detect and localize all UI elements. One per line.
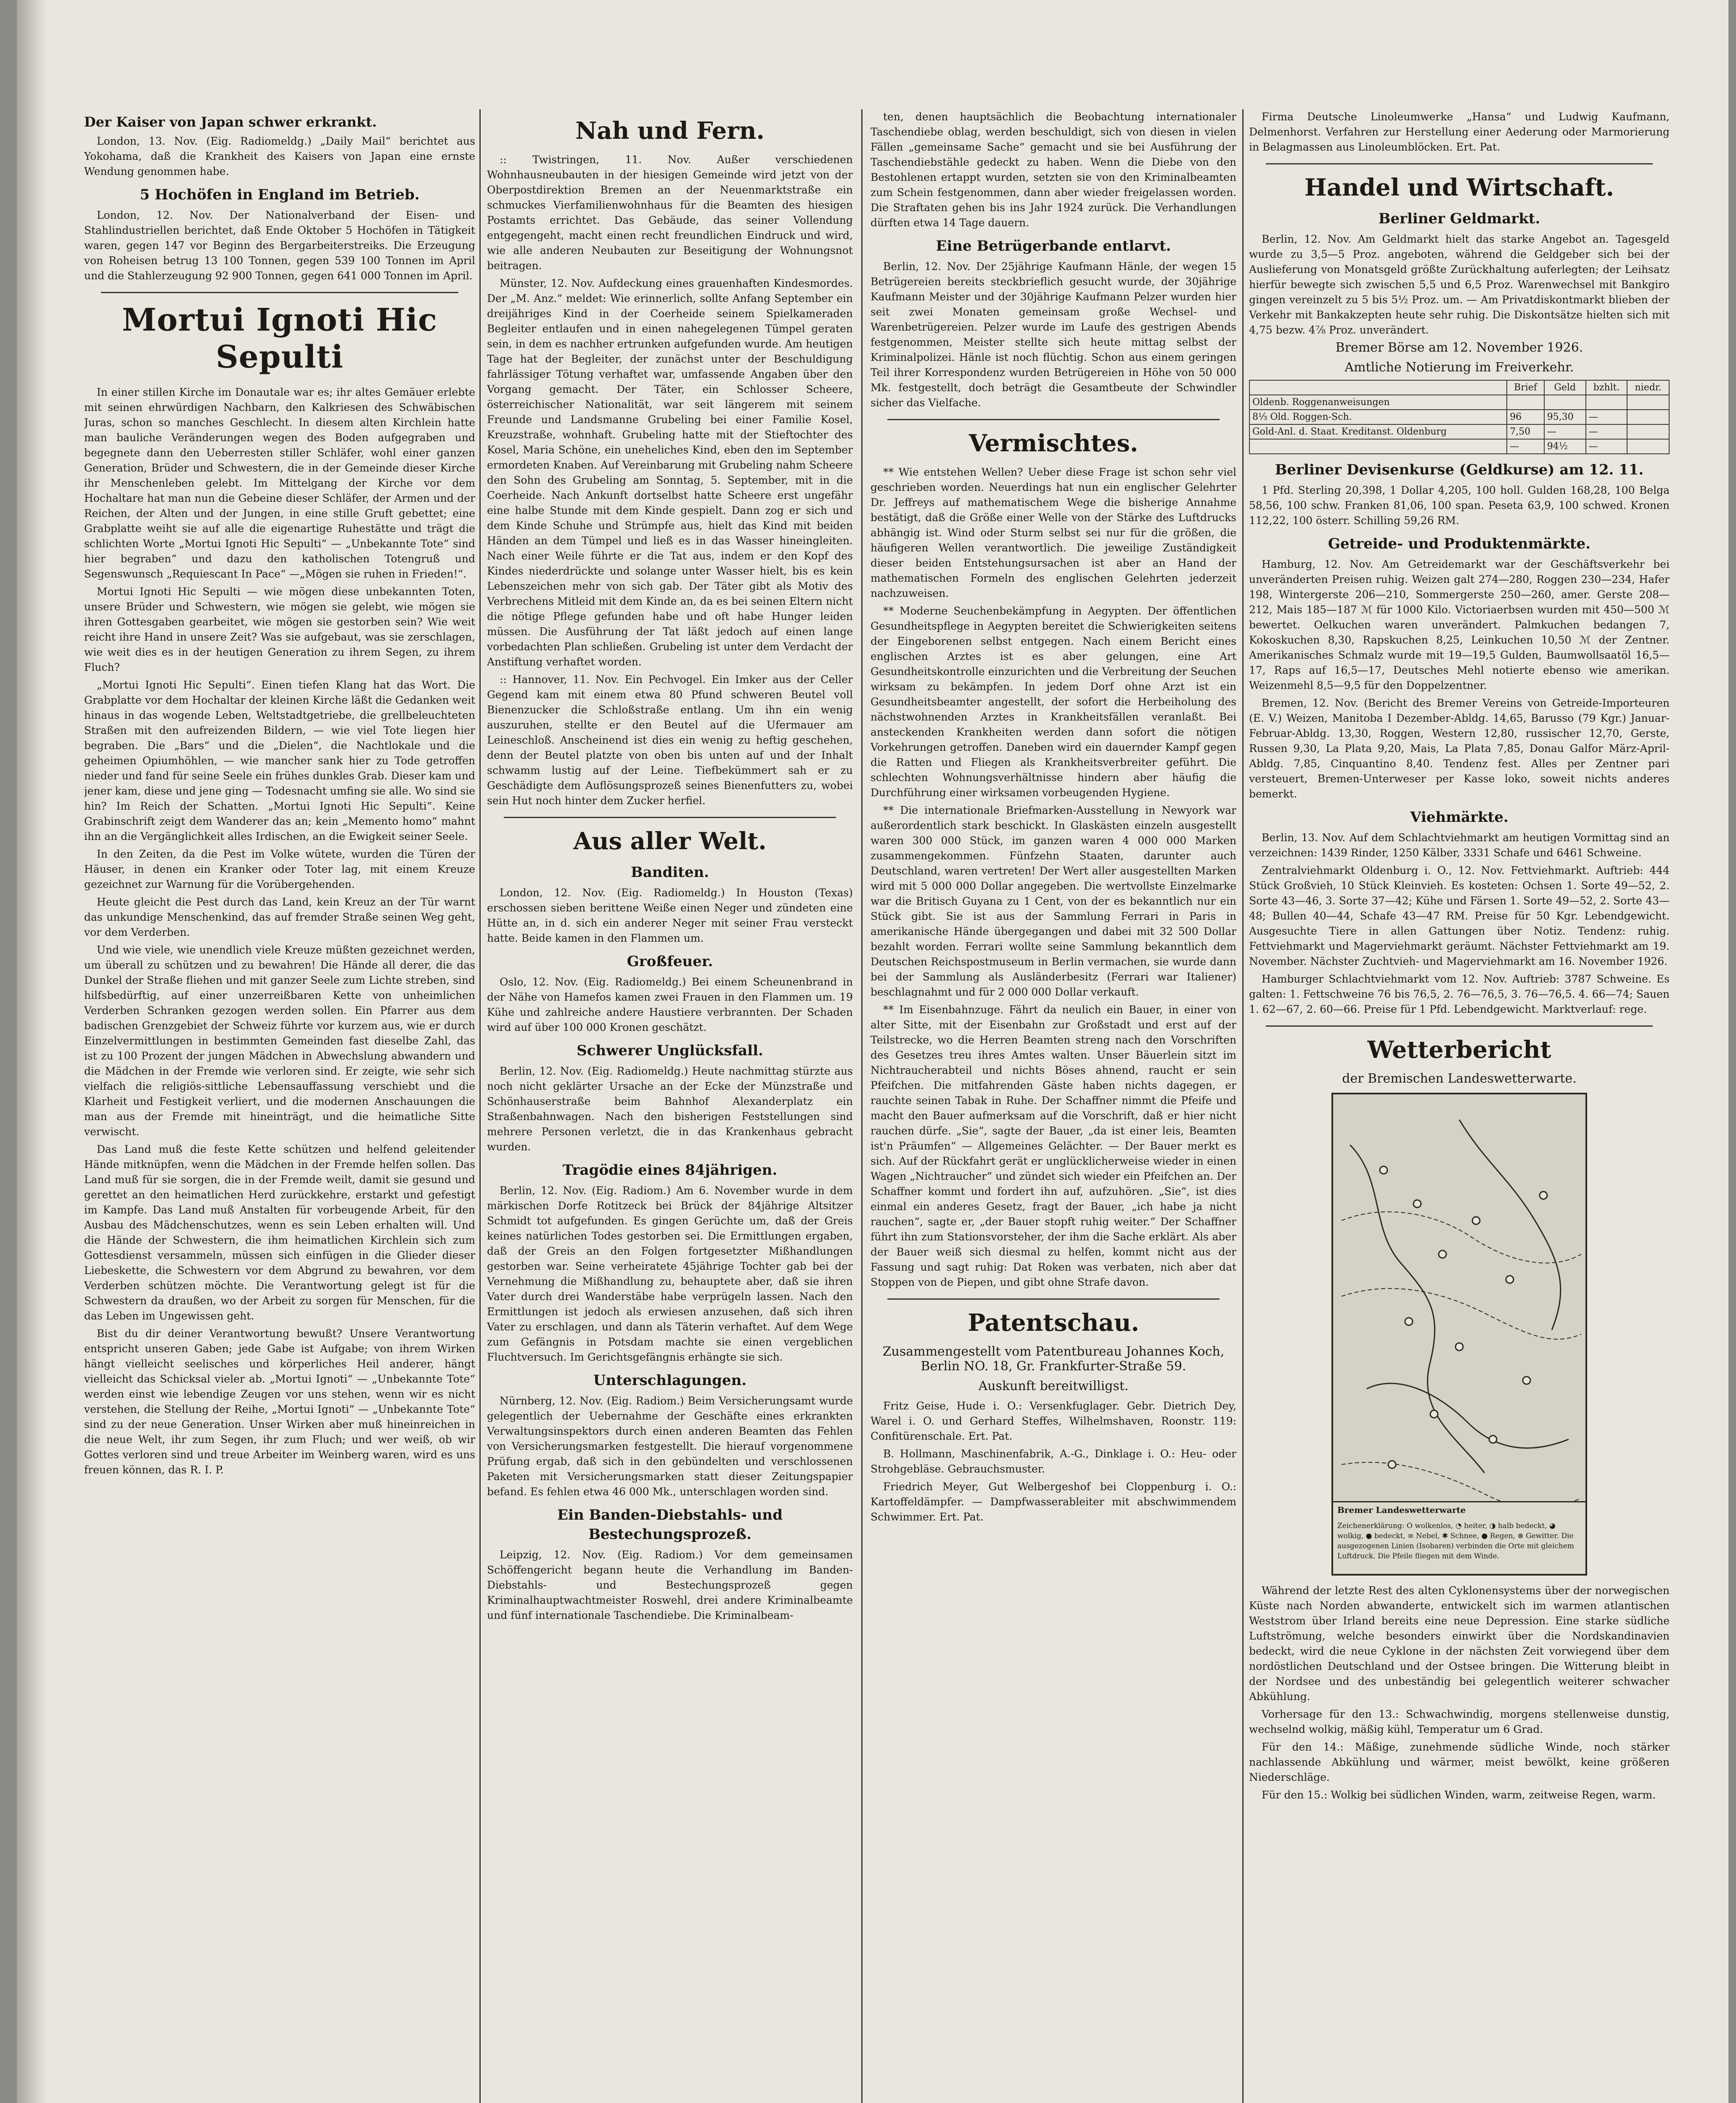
headline: Banditen. xyxy=(630,864,709,881)
headline: Großfeuer. xyxy=(627,953,713,970)
section-title: Handel und Wirtschaft. xyxy=(1304,174,1614,201)
column-rule xyxy=(861,109,863,2103)
rates-cell: 95,30 xyxy=(1544,410,1586,424)
headline: Getreide- und Produktenmärkte. xyxy=(1328,535,1591,552)
rates-cell xyxy=(1627,395,1669,410)
column-4 xyxy=(1249,109,1670,2103)
rates-header-cell: Geld xyxy=(1544,380,1586,395)
section-title: Wetterbericht xyxy=(1367,1036,1551,1064)
paragraph: Berlin, 12. Nov. (Eig. Radiom.) Am 6. November wurde in dem märkischen Dorfe Rotitzeck bei Brück der 84jährige Altsitzer Schmidt tot aufgefunden. Es gingen Gerüchte um, daß der Greis keines natürlichen Todes gestorben sei. Die Ermittlungen ergaben, daß der Greis an den Folgen fortgesetzter Mißhandlungen gestorben war. Seine verheiratete 45jährige Tochter gab bei der Vernehmung die Mißhandlung zu, behauptete aber, daß sie ihren Vater durch drei Wanderstäbe habe verprügeln lassen. Nach den Ermittlungen ist jedoch als erwiesen anzusehen, daß sich ihren Vater zu erschlagen, und dann als Täterin verhaftet. Auf dem Wege zum Gefängnis in Potsdam machte sie einen vergeblichen Fluchtversuch. Im Gerichtsgefängnis erhängte sie sich. xyxy=(487,1184,853,1363)
rates-cell: 96 xyxy=(1507,410,1544,424)
paragraph: London, 12. Nov. Der Nationalverband der Eisen- und Stahlindustriellen berichtet, daß Ende Oktober 5 Hochöfen in Tätigkeit waren, gegen 147 vor Beginn des Bergarbeiterstreiks. Die Erzeugung von Roheisen betrug 13 100 Tonnen, gegen 539 100 Tonnen im April und die Stahlerzeugung 92 900 Tonnen, gegen 641 000 Tonnen im April. xyxy=(84,209,475,282)
rates-cell: — xyxy=(1586,424,1628,439)
weather-station-symbol xyxy=(1489,1436,1497,1443)
weather-station-symbol xyxy=(1439,1250,1446,1258)
weather-station-symbol xyxy=(1380,1166,1387,1174)
paragraph: Nürnberg, 12. Nov. (Eig. Radiom.) Beim Versicherungsamt wurde gelegentlich der Uebernahme der Geschäfte eines erkrankten Verwaltungsinspektors durch einen anderen Beamten das Fehlen von Versicherungsmarken festgestellt. Die hierauf vorgenommene Prüfung ergab, daß sich in den gebündelten und verschlossenen Paketen mit Versicherungsmarken statt dieser Zeitungspapier befand. Es fehlen etwa 46 000 Mk., unterschlagen worden sind. xyxy=(487,1395,853,1498)
paragraph: Firma Deutsche Linoleumwerke „Hansa“ und Ludwig Kaufmann, Delmenhorst. Verfahren zur Herstellung einer Aederung oder Marmorierung in Belagmassen aus Linoleumblöcken. Ert. Pat. xyxy=(1249,111,1670,153)
headline: 5 Hochöfen in England im Betrieb. xyxy=(140,186,420,203)
headline: Tragödie eines 84jährigen. xyxy=(562,1162,778,1179)
paragraph: ** Im Eisenbahnzuge. Fährt da neulich ein Bauer, in einer von alter Sitte, mit der Eisenbahn zur Großstadt und erst auf der Teilstrecke, wo die Herren Beamten streng nach den Vorschriften des Gesetzes treu ihres Amtes walten. Unser Bäuerlein sitzt im Nichtraucherabteil und nichts Böses ahnend, raucht er sein Pfeifchen. Die mitfahrenden Gäste haben nichts dagegen, er rauchte seinen Tabak in Ruhe. Der Schaffner nimmt die Pfeife und macht den Bauer aufmerksam auf die Vorschrift, daß er hier nicht rauchen dürfe. „Sie“, sagte der Bauer, „da ist einer leis, Beamten ist'n Präumfen“ — Allgemeines Gelächter. — Der Bauer merkt es sich. Auf der Rückfahrt gerät er unglücklicherweise wieder in einen Wagen „Nichtraucher“ und zündet sich wieder ein Pfeifchen an. Der Schaffner kommt und fordert ihn auf, aufzuhören. „Sie“, ist dies einmal ein anderes Gesetz, fragt der Bauer, „ich habe ja nicht rauchen“, sagte er, „der Bauer stopft ruhig weiter.“ Der Schaffner führt ihn zum Stationsvorsteher, der ihm die Sache erklärt. Als aber der Bauer weiß sich diesmal zu helfen, kommt nicht aus der Fassung und sagt ruhig: Dat Roken was verbaten, nich aber dat Stoppen von de Piepen, und gibt ohne Strafe davon. xyxy=(871,1004,1236,1288)
paragraph: B. Hollmann, Maschinenfabrik, A.-G., Dinklage i. O.: Heu- oder Strohgebläse. Gebrauchsmuster. xyxy=(871,1448,1236,1475)
paragraph: Für den 15.: Wolkig bei südlichen Winden, warm, zeitweise Regen, warm. xyxy=(1262,1789,1656,1801)
rates-cell: 8⅓ Old. Roggen-Sch. xyxy=(1249,410,1507,424)
rates-cell xyxy=(1544,395,1586,410)
map-legend xyxy=(1333,1501,1585,1574)
rates-cell: — xyxy=(1507,439,1544,454)
paragraph: In einer stillen Kirche im Donautale war es; ihr altes Gemäuer erlebte mit seinen ehrwürdigen Nachbarn, den Kalkriesen des Schwäbischen Juras, schon so manches Geschlecht. In diesem alten Kirchlein hatte man bauliche Veränderungen wegen des Boden aufgegraben und begegnete dann den Ueberresten stiller Schläfer, wohl einer ganzen Generation, Brüder und Schwestern, die in der Gemeinde dieser Kirche ihr Menschenleben gelebt. Im Mittelgang der Kirche vor dem Hochaltare hat man nun die Gebeine dieser Schläfer, der Armen und der Reichen, der Alten und der Jungen, in eine stille Gruft gebettet; eine Grabplatte weiht sie auf alle die eigenartige Ruhestätte und trägt die schlichten Worte „Mortui Ignoti Hic Sepulti“ — „Unbekannte Tote“ sind hier begraben“ und dazu den katholischen Totengruß und Segenswunsch „Requiescant In Pace“ —„Mögen sie ruhen in Frieden!“. xyxy=(84,386,475,580)
paragraph: Zentralviehmarkt Oldenburg i. O., 12. Nov. Fettviehmarkt. Auftrieb: 444 Stück Großvieh, 10 Stück Kleinvieh. Es kosteten: Ochsen 1. Sorte 49—52, 2. Sorte 43—46, 3. Sorte 37—42; Kühe und Färsen 1. Sorte 49—52, 2. Sorte 43—48; Bullen 40—44, Schafe 43—47 RM. Preise für 50 Kgr. Lebendgewicht. Ausgesuchte Tiere in allen Gattungen über Notiz. Tendenz: ruhig. Fettviehmarkt und Magerviehmarkt geräumt. Nächster Fettviehmarkt am 19. November. Nächster Zuchtvieh- und Magerviehmarkt am 16. November 1926. xyxy=(1249,864,1670,967)
paragraph: Für den 14.: Mäßige, zunehmende südliche Winde, noch stärker nachlassende Abkühlung und wärmer, meist bewölkt, keine größeren Niederschläge. xyxy=(1249,1741,1670,1783)
rates-cell: — xyxy=(1544,424,1586,439)
paragraph: Bremen, 12. Nov. (Bericht des Bremer Vereins von Getreide-Importeuren (E. V.) Weizen, Manitoba I Dezember-Abldg. 14,65, Barusso (79 Kgr.) Januar-Februar-Abldg. 13,30, Roggen, Western 12,80, russischer 12,70, Gerste, Russen 9,30, La Plata 9,20, Mais, La Plata 7,85, Donau Galfor März-April-Abldg. 7,85, Cinquantino 8,40. Tendenz fest. Alles per Zentner pari versteuert, Bremen-Unterweser per Kasse loko, soweit nichts anderes bemerkt. xyxy=(1249,697,1670,800)
rates-row xyxy=(1249,424,1669,439)
section-title: Vermischtes. xyxy=(969,429,1138,457)
rates-cell: — xyxy=(1586,410,1628,424)
paragraph: Während der letzte Rest des alten Cyklonensystems über der norwegischen Küste nach Norden abwanderte, entwickelt sich im warmen atlantischen Weststrom über Irland bereits eine neue Depression. Eine starke südliche Luftströmung, welche besonders einwirkt über die Nordskandinavien bedeckt, wird die neue Cyklone in der nächsten Zeit vorwiegend über dem nordöstlichen Deutschland und der Ostsee bringen. Die Witterung bleibt in der Nordsee und des unbeständig bei gelegentlich weiterer schwacher Abkühlung. xyxy=(1249,1584,1670,1703)
weather-map xyxy=(1331,1093,1587,1576)
headline: Schwerer Unglücksfall. xyxy=(577,1042,763,1059)
paragraph: :: Hannover, 11. Nov. Ein Pechvogel. Ein Imker aus der Celler Gegend kam mit einem etwa 80 Pfund schweren Beutel voll Bienenzucker die Schloßstraße entlang. Um ihn ein wenig auszuruhen, stellte er den Beutel auf die Ufermauer am Leineschloß. Anscheinend ist dies ein wenig zu heftig geschehen, denn der Beutel platzte von oben bis unten auf und der Inhalt schwamm lustig auf der Leine. Tiefbekümmert sah er zu Geschädigte dem Auflösungsprozeß seines Bienenfutters zu, wobei sein Hut noch hinter dem Zucker herfiel. xyxy=(487,673,853,807)
rates-cell: 94½ xyxy=(1544,439,1586,454)
rates-cell xyxy=(1627,439,1669,454)
rates-header-cell: niedr. xyxy=(1627,380,1669,395)
paragraph: ten, denen hauptsächlich die Beobachtung internationaler Taschendiebe oblag, werden beschuldigt, sich von diesen in vielen Fällen „gemeinsame Sache“ gemacht und sie bei Ausführung der Taschendiebstähle gedeckt zu haben. Wenn die Diebe von den Bestohlenen ertappt wurden, setzten sie von den Kriminalbeamten zum Schein festgenommen, dann aber wieder freigelassen worden. Die Straftaten gehen bis ins Jahr 1924 zurück. Die Verhandlungen dürften etwa 14 Tage dauern. xyxy=(871,111,1236,229)
isobar-line xyxy=(1342,1288,1581,1339)
section-title: Aus aller Welt. xyxy=(573,827,767,855)
paragraph: Berlin, 12. Nov. Am Geldmarkt hielt das starke Angebot an. Tagesgeld wurde zu 3,5—5 Proz. angeboten, während die Geldgeber sich bei der Auslieferung von Monatsgeld größte Zurückhaltung auferlegten; der Leihsatz hierfür bewegte sich zwischen 5,5 und 6,5 Proz. Warenwechsel mit Bankgiro gingen vereinzelt zu 5 bis 5½ Proz. um. — Am Privatdiskontmarkt blieben der Verkehr mit Bankakzepten heute sehr ruhig. Die Diskontsätze hielten sich mit 4,75 bezw. 4⅞ Proz. unverändert. xyxy=(1249,233,1670,336)
paragraph: :: Twistringen, 11. Nov. Außer verschiedenen Wohnhausneubauten in der hiesigen Gemeinde wird jetzt von der Oberpostdirektion Bremen an der Neuenmarktstraße ein schmuckes Vierfamilienwohnhaus für die Beamten des hiesigen Postamts errichtet. Das Gebäude, das seiner Vollendung entgegengeht, macht einen recht freundlichen Eindruck und wird, wie alle anderen Neubauten zur Beseitigung der Wohnungsnot beitragen. xyxy=(487,154,853,272)
rates-table xyxy=(1249,380,1670,454)
weather-station-symbol xyxy=(1430,1410,1438,1418)
rates-header-cell xyxy=(1249,380,1507,395)
paragraph: Berlin, 12. Nov. Der 25jährige Kaufmann Hänle, der wegen 15 Betrügereien bereits steckbrieflich gesucht wurde, der 30jährige Kaufmann Meister und der 30jährige Kaufmann Pelzer wurden hier seit zwei Monaten gemeinsam große Wechsel- und Warenbetrügereien. Pelzer wurde im Laufe des gestrigen Abends festgenommen, Meister stellte sich heute mittag selbst der Kriminalpolizei. Hänle ist noch flüchtig. Schon aus einem geringen Teil ihrer Korrespondenz wurden Betrügereien in Höhe von 50 000 Mk. festgestellt, doch beträgt die Gesamtbeute der Schwindler sicher das Vielfache. xyxy=(871,260,1236,409)
subtitle: Zusammengestellt vom Patentbureau Johannes Koch, Berlin NO. 18, Gr. Frankfurter-Straße 59. xyxy=(882,1344,1225,1374)
paragraph: 1 Pfd. Sterling 20,398, 1 Dollar 4,205, 100 holl. Gulden 168,28, 100 Belga 58,56, 100 schw. Franken 81,06, 100 span. Peseta 63,9, 100 schwed. Kronen 112,22, 100 österr. Schilling 59,26 RM. xyxy=(1249,484,1670,527)
paragraph: London, 12. Nov. (Eig. Radiomeldg.) In Houston (Texas) erschossen sieben berittene Weiße einen Neger und zündeten eine Hütte an, in d. sich ein anderer Neger mit seiner Frau versteckt hatte. Beide kamen in den Flammen um. xyxy=(487,887,853,944)
headline: Eine Betrügerbande entlarvt. xyxy=(936,238,1171,254)
paragraph: Und wie viele, wie unendlich viele Kreuze müßten gezeichnet werden, um überall zu schützen und zu bewahren! Die Hände all derer, die das Dunkel der Straße fliehen und mit ganzer Seele zum Lichte streben, sind hilfsbedürftig, auf einer unzerreißbaren Kette von unheimlichen Verderben Schranken gezogen werden sollen. Ein Pfarrer aus dem badischen Grenzgebiet der Schweiz führte vor kurzem aus, wie er durch Einzelvermittlungen in bestimmten Gemeinden fast dieselbe Zahl, das ist zu 100 Prozent der jungen Mädchen in Abwechslung abwandern und die Mädchen in der Fremde wie verloren sind. Er zeigte, wie sehr sich vielfach die religiös-sittliche Lebensauffassung verschiebt und die Klarheit und Festigkeit verliert, und die modernen Anschauungen die man aus der Fremde mit hineinträgt, und die heimatliche Sitte verwischt. xyxy=(84,944,475,1138)
rates-row xyxy=(1249,439,1669,454)
coastline xyxy=(1459,1120,1561,1330)
map-label: Bremer Landeswetterwarte xyxy=(1337,1505,1466,1515)
column-2 xyxy=(487,109,853,2103)
column-3 xyxy=(871,109,1236,2103)
section-title: Nah und Fern. xyxy=(575,117,765,145)
weather-station-symbol xyxy=(1413,1200,1421,1208)
paragraph: Heute gleicht die Pest durch das Land, kein Kreuz an der Tür warnt das unkundige Menschenkind, das auf fremder Straße seinen Weg geht, vor dem Verderben. xyxy=(84,896,475,938)
weather-station-symbol xyxy=(1472,1217,1480,1224)
paragraph: Bist du dir deiner Verantwortung bewußt? Unsere Verantwortung entspricht unseren Gaben; jede Gabe ist Aufgabe; von ihrem Wirken hängt vielleicht seelisches und körperliches Heil anderer, hängt vielleicht das Schicksal vieler ab. „Mortui Ignoti“ — „Unbekannte Tote“ werden einst wie lebendige Zeugen vor uns stehen, wenn wir es nicht verstehen, die Stellung der Reihe, „Mortui Ignoti“ — „Unbekannte Tote“ sind zu der neue Generation. Unser Wirken aber muß hineinreichen in die neue Welt, ihr zum Segen, ihr zum Fluch; und wer weiß, ob wir Gottes verloren sind und treue Arbeiter im Weinberg waren, wird es uns freuen können, das R. I. P. xyxy=(84,1327,475,1476)
section-divider xyxy=(504,817,836,818)
rates-cell: Gold-Anl. d. Staat. Kreditanst. Oldenburg xyxy=(1249,424,1507,439)
section-divider xyxy=(101,292,458,293)
paragraph: Vorhersage für den 13.: Schwachwindig, morgens stellenweise dunstig, wechselnd wolkig, mäßig kühl, Temperatur um 6 Grad. xyxy=(1249,1708,1670,1735)
rates-cell xyxy=(1249,439,1507,454)
paragraph: Mortui Ignoti Hic Sepulti — wie mögen diese unbekannten Toten, unsere Brüder und Schwestern, wie mögen sie gelebt, wie mögen sie ihren Gottesgaben gearbeitet, wie mögen sie gestorben sein? Wie weit reicht ihre Hand in unsere Zeit? Was sie aufgebaut, was sie zerschlagen, wie weit dies es in der heutigen Generation zu ihrem Segen, zu ihrem Fluch? xyxy=(84,585,475,673)
section-divider xyxy=(887,419,1220,420)
paragraph: ** Moderne Seuchenbekämpfung in Aegypten. Der öffentlichen Gesundheitspflege in Aegypten bereitet die Schwierigkeiten seitens der Eingeborenen selbst entgegen. Nach einem Bericht eines englischen Arztes ist es aber gelungen, eine Art Gesundheitskontrolle einzurichten und die Verbreitung der Seuchen wirksam zu bekämpfen. In jedem Dorf ohne Arzt ist ein Gesundheitsbeamter angestellt, der sofort die Herbeiholung des nächstwohnenden Arztes in Krankheitsfällen veranlaßt. Bei ansteckenden Krankheiten werden dann sofort die nötigen Vorkehrungen getroffen. Daneben wird ein dauernder Kampf gegen die Ratten und Fliegen als Krankheitsverbreiter geführt. Die schlechten Wohnungsverhältnisse hindern aber häufig die Durchführung einer wirksamen vorbeugenden Hygiene. xyxy=(871,605,1236,799)
column-rule xyxy=(479,109,481,2103)
rates-cell xyxy=(1586,395,1628,410)
rates-cell xyxy=(1507,395,1544,410)
map-legend-text: Zeichenerklärung: O wolkenlos, ◔ heiter, ◑ halb bedeckt, ◕ wolkig, ● bedeckt, ≡ Nebel, ✱ Schnee, ● Regen, ⊗ Gewitter. Die ausgezogenen Linien (Isobaren) verbinden die Orte mit gleichem Luftdruck. Die Pfeile fliegen mit dem Winde. xyxy=(1337,1522,1575,1560)
headline: Ein Banden-Diebstahls- und Bestechungsprozeß. xyxy=(557,1507,783,1543)
coastline xyxy=(1350,1145,1485,1473)
section-divider xyxy=(1266,1025,1653,1027)
article-title: Mortui Ignoti Hic Sepulti xyxy=(122,302,437,375)
paragraph: Münster, 12. Nov. Aufdeckung eines grauenhaften Kindesmordes. Der „M. Anz.“ meldet: Wie erinnerlich, sollte Anfang September ein dreijähriges Kind in der Coerheide seinem Spielkameraden Begleiter entlaufen und in einen nahegelegenen Tümpel geraten sein, in dem es nachher ertrunken aufgefunden wurde. Am heutigen Tage hat der Begleiter, der zunächst unter der Beschuldigung fahrlässiger Tötung verhaftet war, umfassende Angaben über den Vorgang gemacht. Der Täter, ein Schlosser Scheere, österreichischer Nationalität, war seit längerem mit seinem Freunde und Landsmanne Grubeling bei einer Familie Kosel, Kreuzstraße, wohnhaft. Grubeling hatte mit der Stieftochter des Kosel, Maria Schöne, ein uneheliches Kind, eben den im September ermordeten Knaben. Auf Vereinbarung mit Grubeling nahm Scheere den Sohn des Grubeling am Sonntag, 5. September, mit in die Coerheide. Nach Ankunft dortselbst hatte Scheere erst ungefähr eine halbe Stunde mit dem Kinde gespielt. Dann zog er sich und dem Kinde Schuhe und Strümpfe aus, hielt das Kind mit beiden Händen an dem Tümpel und ließ es in das Wasser hineingleiten. Nach einer Weile führte er die Tat aus, indem er den Kopf des Kindes niederdrückte und solange unter Wasser hielt, bis es kein Lebenszeichen mehr von sich gab. Der Täter gibt als Motiv des Verbrechens Mitleid mit dem Kinde an, da es bei seinen Eltern nicht die nötige Pflege gefunden habe und oft habe Hunger leiden müssen. Die Ausführung der Tat läßt jedoch auf einen lange vorbedachten Plan schließen. Grubeling ist unter dem Verdacht der Anstiftung verhaftet worden. xyxy=(487,277,853,668)
subtitle: der Bremischen Landeswetterwarte. xyxy=(1342,1071,1577,1086)
headline: Der Kaiser von Japan schwer erkrankt. xyxy=(84,114,377,130)
headline: Viehmärkte. xyxy=(1410,809,1508,826)
weather-station-symbol xyxy=(1388,1461,1396,1468)
paragraph: „Mortui Ignoti Hic Sepulti“. Einen tiefen Klang hat das Wort. Die Grabplatte vor dem Hochaltar der kleinen Kirche läßt die Gedanken weit hinaus in das wogende Leben, Weltstadtgetriebe, die grellbeleuchteten Straßen mit den aufreizenden Bildern, — wie viel Tote liegen hier begraben. Die „Bars“ und die „Dielen“, die Nachtlokale und die geheimen Opiumhöhlen, — wie mancher sank hier zu Tode getroffen nieder und fand für seine Seele ein frühes dunkles Grab. Dieser kam und jener kam, diese und jene ging — Todesnacht umfing sie alle. Wo sind sie hin? Im Reich der Schatten. „Mortui Ignoti Hic Sepulti“. Keine Grabinschrift zeigt dem Wanderer das an; kein „Memento homo“ mahnt ihn an die Vergänglichkeit alles Irdischen, an die Ewigkeit seiner Seele. xyxy=(84,679,475,842)
paragraph: Berlin, 12. Nov. (Eig. Radiomeldg.) Heute nachmittag stürzte aus noch nicht geklärter Ursache an der Ecke der Münzstraße und Schönhauserstraße beim Bahnhof Alexanderplatz ein Straßenbahnwagen. Nach den bisherigen Feststellungen sind mehrere Personen verletzt, die in das Krankenhaus gebracht wurden. xyxy=(487,1065,853,1153)
paragraph: Fritz Geise, Hude i. O.: Versenkfuglager. Gebr. Dietrich Dey, Warel i. O. und Gerhard Steffes, Wilhelmshaven, Roonstr. 119: Confitürenschale. Ert. Pat. xyxy=(871,1400,1236,1442)
section-divider xyxy=(887,1298,1220,1300)
rates-row xyxy=(1249,395,1669,410)
paragraph: London, 13. Nov. (Eig. Radiomeldg.) „Daily Mail“ berichtet aus Yokohama, daß die Krankheit des Kaisers von Japan eine ernste Wendung genommen habe. xyxy=(84,135,475,177)
subtitle: Amtliche Notierung im Freiverkehr. xyxy=(1344,360,1574,375)
newspaper-page xyxy=(17,0,1728,2103)
paragraph: Oslo, 12. Nov. (Eig. Radiomeldg.) Bei einem Scheunenbrand in der Nähe von Hamefos kamen zwei Frauen in den Flammen um. 19 Kühe und zahlreiche andere Haustiere verbrannten. Der Schaden wird auf über 100 000 Kronen geschätzt. xyxy=(487,976,853,1033)
section-title: Patentschau. xyxy=(968,1309,1139,1337)
rates-cell: Oldenb. Roggenanweisungen xyxy=(1249,395,1507,410)
weather-station-symbol xyxy=(1405,1318,1413,1325)
paragraph: Das Land muß die feste Kette schützen und helfend geleitender Hände mitknüpfen, wenn die Mädchen in der Fremde helfen sollen. Das Land muß für sie sorgen, die in der Fremde weilt, damit sie gesund und gerettet an den heimatlichen Herd zurückkehre, erstarkt und gefestigt im Kampfe. Das Land muß Anstalten für vorbeugende Arbeit, für den Ausbau des Mädchenschutzes, wenn es sein Leben erhalten will. Und die Hände der Schwestern, die ihm heimatlichen Kirchlein sich zum Gottesdienst versammeln, müssen sich einfügen in die Glieder dieser Liebeskette, die Schwestern vor dem Abgrund zu bewahren, vor dem Verderben schützen möchte. Die Verantwortung gelegt ist für die Schwestern da draußen, wo der Arbeit zu sorgen für Menschen, für die das Leben im Ungewissen geht. xyxy=(84,1143,475,1322)
paragraph: In den Zeiten, da die Pest im Volke wütete, wurden die Türen der Häuser, in denen ein Kranker oder Toter lag, mit einem Kreuze gezeichnet zur Warnung für die Vorübergehenden. xyxy=(84,848,475,890)
weather-station-symbol xyxy=(1455,1343,1463,1351)
column-rule xyxy=(1242,109,1244,2103)
column-1 xyxy=(84,109,475,2103)
paragraph: Berlin, 13. Nov. Auf dem Schlachtviehmarkt am heutigen Vormittag sind an verzeichnen: 1439 Rinder, 1250 Kälber, 3331 Schafe und 6461 Schweine. xyxy=(1249,832,1670,859)
subtitle: Bremer Börse am 12. November 1926. xyxy=(1335,340,1583,355)
headline: Unterschlagungen. xyxy=(593,1372,747,1389)
rates-cell: — xyxy=(1586,439,1628,454)
rates-cell xyxy=(1627,424,1669,439)
headline: Berliner Geldmarkt. xyxy=(1378,210,1540,227)
rates-header-cell: Brief xyxy=(1507,380,1544,395)
subtitle: Auskunft bereitwilligst. xyxy=(978,1379,1129,1393)
rates-cell: 7,50 xyxy=(1507,424,1544,439)
weather-station-symbol xyxy=(1506,1276,1514,1283)
paragraph: ** Wie entstehen Wellen? Ueber diese Frage ist schon sehr viel geschrieben worden. Neuerdings hat nun ein englischer Gelehrter Dr. Jeffreys auf mathematischem Wege die bisherige Annahme bestätigt, daß die Größe einer Welle von der Stärke des Luftdrucks abhängig ist. Wind oder Sturm selbst sei nur für die größen, die häufigeren Wellen verantwortlich. Die jeweilige Zuständigkeit dieser beiden Entstehungsursachen ist aber an Hand der mathematischen Formeln des englischen Gelehrten jederzeit nachzuweisen. xyxy=(871,466,1236,599)
rates-row xyxy=(1249,410,1669,424)
section-divider xyxy=(1266,163,1653,164)
rates-header-row xyxy=(1249,380,1669,395)
paragraph: Friedrich Meyer, Gut Welbergeshof bei Cloppenburg i. O.: Kartoffeldämpfer. — Dampfwasserableiter mit abschwimmendem Schwimmer. Ert. Pat. xyxy=(871,1481,1236,1523)
weather-station-symbol xyxy=(1540,1192,1547,1199)
paragraph: ** Die internationale Briefmarken-Ausstellung in Newyork war außerordentlich stark beschickt. In Glaskästen einzeln ausgestellt waren 300 000 Stück, im ganzen waren 4 000 000 Marken zusammengekommen. Fünfzehn Staaten, darunter auch Deutschland, waren vertreten! Der Wert aller ausgestellten Marken wird mit 5 000 000 Dollar angegeben. Die wertvollste Einzelmarke war die Britisch Guyana zu 1 Cent, von der es bekanntlich nur ein Stück gibt. Sie ist aus der Sammlung Ferrari in Paris in amerikanische Hände übergegangen und dabei mit 32 500 Dollar bezahlt worden. Ferrari wollte seine Sammlung bekanntlich dem Deutschen Reichspostmuseum in Berlin vermachen, sie wurde dann bei der Sammlung als Ausländerbesitz (Ferrari war Italiener) beschlagnahmt und für 2 000 000 Dollar verkauft. xyxy=(871,804,1236,998)
paragraph: Leipzig, 12. Nov. (Eig. Radiom.) Vor dem gemeinsamen Schöffengericht begann heute die Verhandlung im Banden-Diebstahls- und Bestechungsprozeß gegen Kriminalhauptwachtmeister Roswehl, drei andere Kriminalbeamte und fünf internationale Taschendiebe. Die Kriminalbeam- xyxy=(487,1549,853,1621)
rates-header-cell: bzhlt. xyxy=(1586,380,1628,395)
rates-cell xyxy=(1627,410,1669,424)
headline: Berliner Devisenkurse (Geldkurse) am 12. 11. xyxy=(1275,461,1644,478)
paragraph: Hamburger Schlachtviehmarkt vom 12. Nov. Auftrieb: 3787 Schweine. Es galten: 1. Fettschweine 76 bis 76,5, 2. 76—76,5, 3. 76—76,5. 4. 66—74; Sauen 1. 62—67, 2. 60—66. Preise für 1 Pfd. Lebendgewicht. Marktverlauf: rege. xyxy=(1249,973,1670,1015)
weather-station-symbol xyxy=(1523,1377,1530,1384)
paragraph: Hamburg, 12. Nov. Am Getreidemarkt war der Geschäftsverkehr bei unveränderten Preisen ruhig. Weizen galt 274—280, Roggen 230—234, Hafer 198, Wintergerste 206—210, Sommergerste 250—260, amer. Gerste 208—212, Mais 185—187 ℳ für 1000 Kilo. Victoriaerbsen wurden mit 450—500 ℳ bewertet. Oelkuchen waren unverändert. Palmkuchen bedangen 7, Kokoskuchen 8,30, Rapskuchen 8,25, Leinkuchen 10,50 ℳ der Zentner. Amerikanisches Schmalz wurde mit 19—19,5 Gulden, Baumwollsaatöl 16,5—17, Raps auf 16,5—17, Deutsches Mehl notierte ebenso wie amerikan. Weizenmehl 8,5—9,5 für den Doppelzentner. xyxy=(1249,558,1670,691)
coastline xyxy=(1367,1383,1569,1448)
